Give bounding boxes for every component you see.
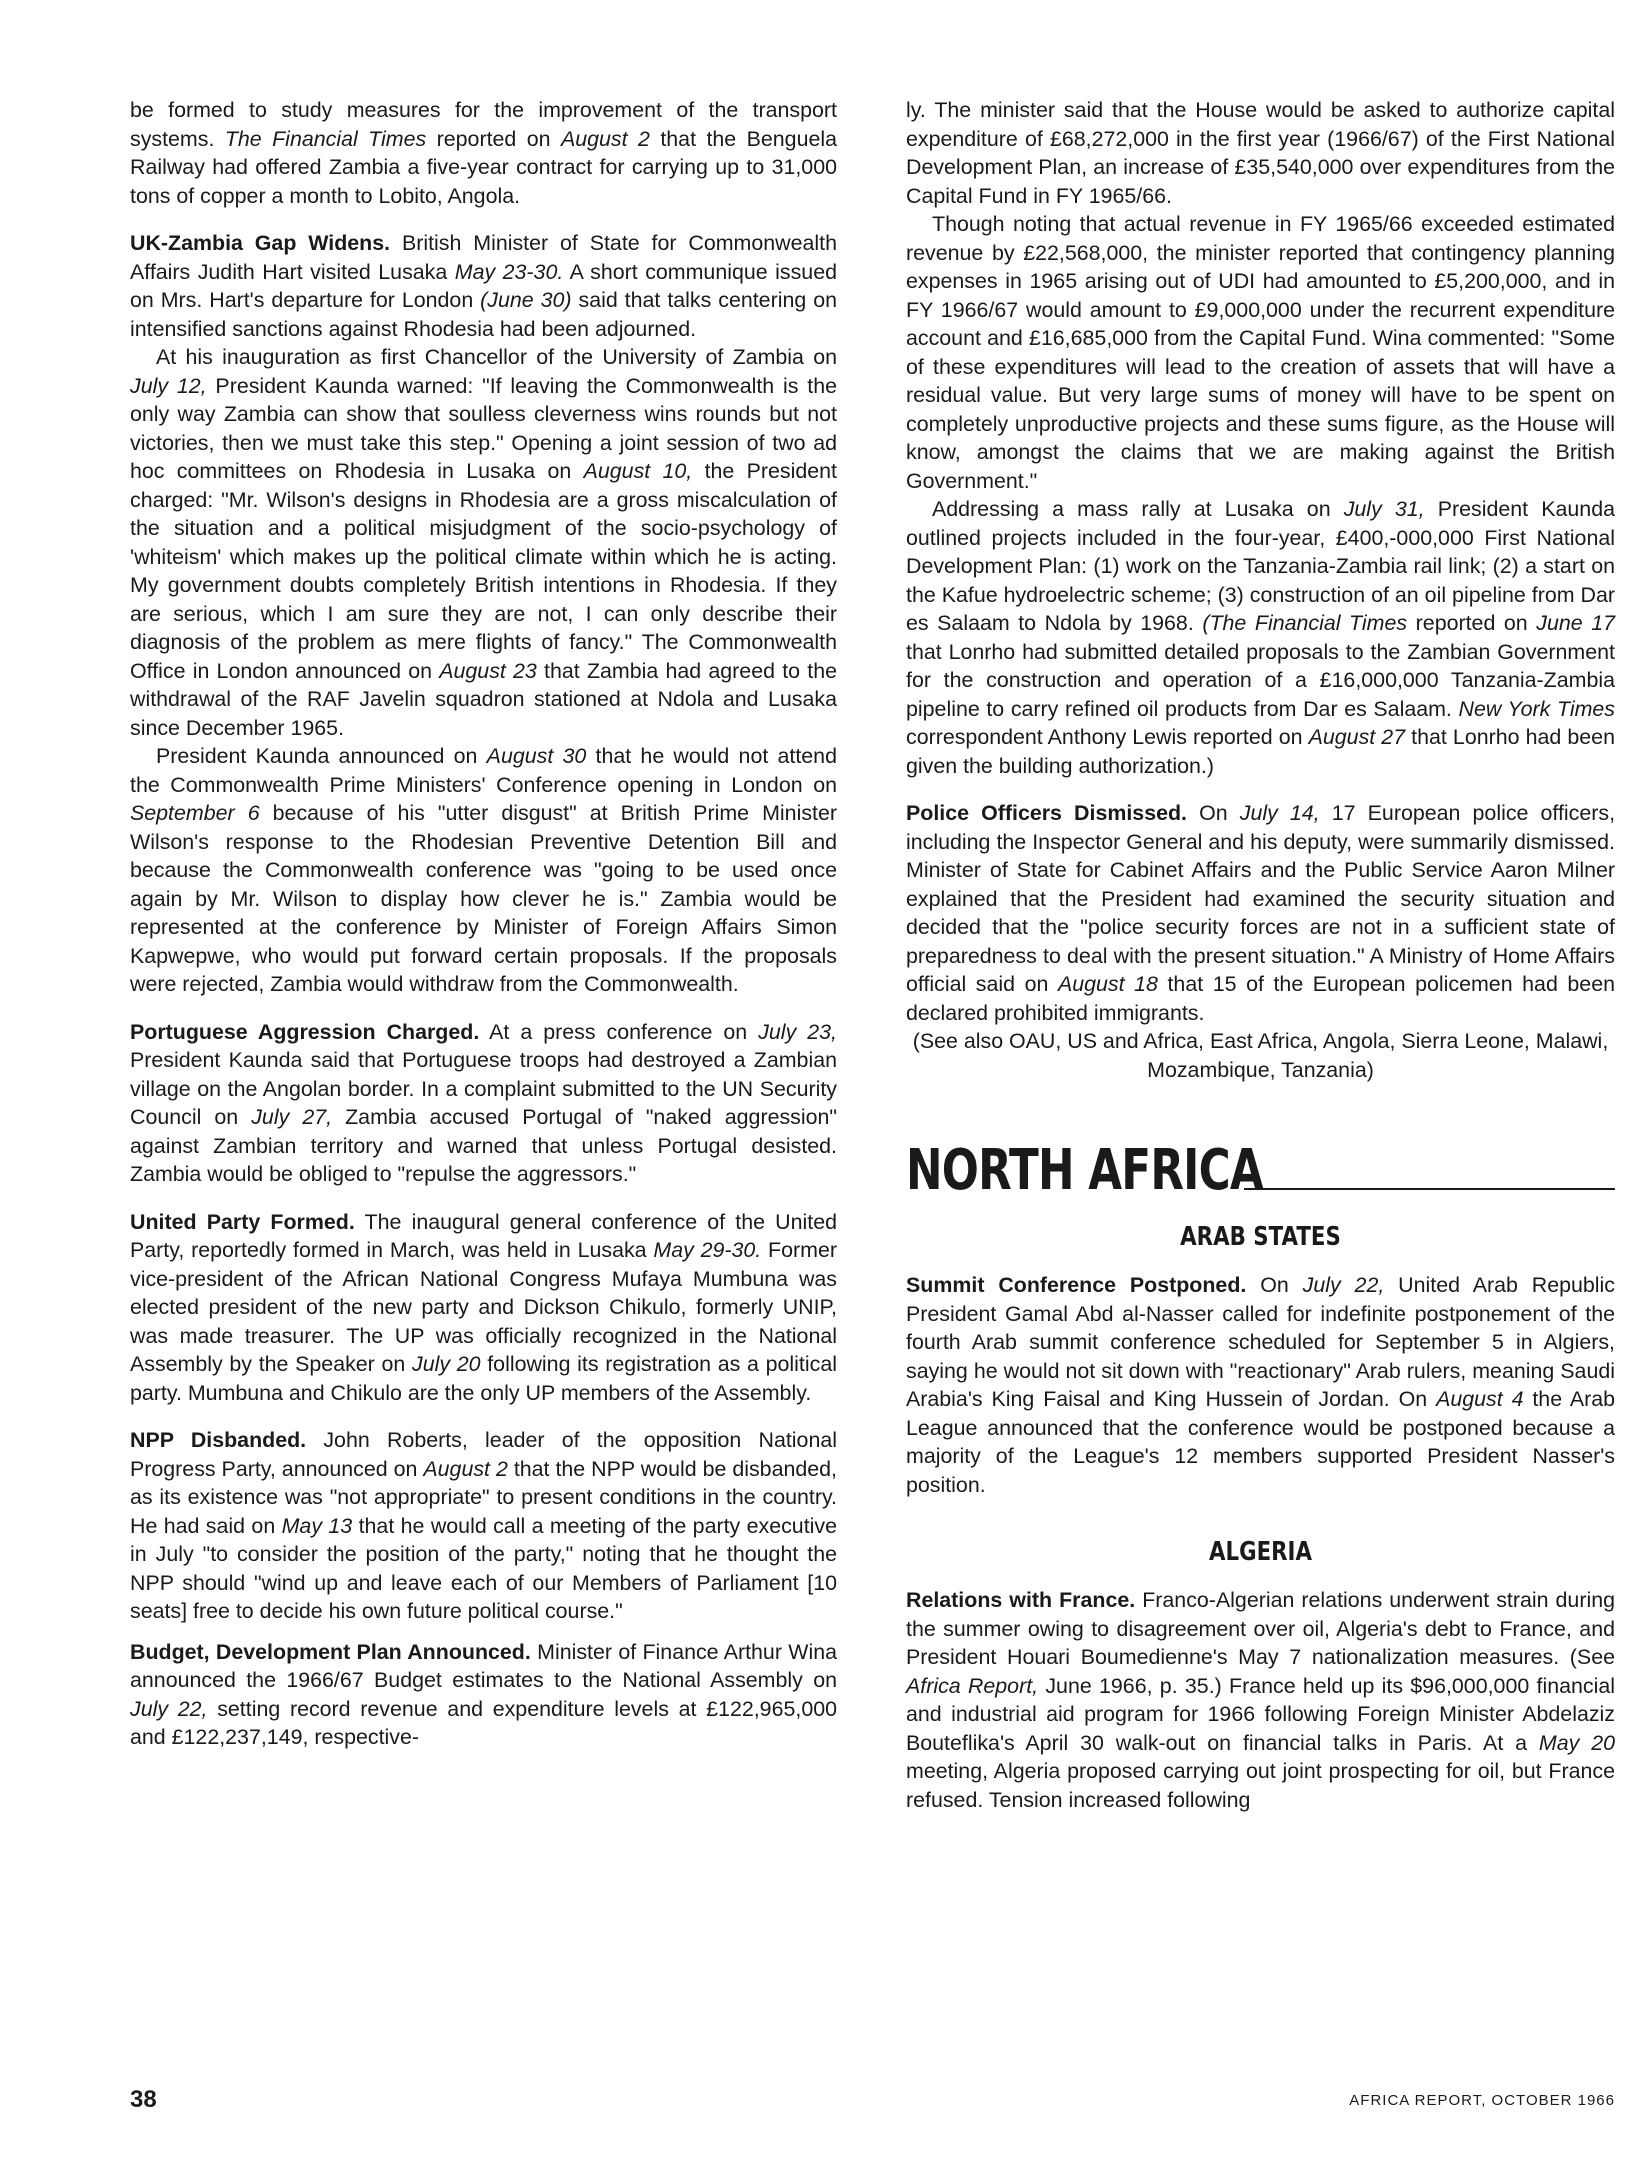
text-run: reported on <box>426 126 561 151</box>
italic-reference: May 23-30. <box>454 259 564 284</box>
text-run: June 1966, p. 35.) France held up its $96,000,000 financial and industrial aid program for 1966 following Foreign Minister Abdelaziz Bouteflika's April 30 walk-out on financial talks in Paris. At a <box>906 1673 1615 1755</box>
journal-footer: AFRICA REPORT, OCTOBER 1966 <box>1349 2092 1615 2109</box>
italic-reference: July 20 <box>412 1352 481 1376</box>
text-run: reported on <box>1407 611 1537 635</box>
see-also-note: (See also OAU, US and Africa, East Africa, Angola, Sierra Leone, Malawi, Mozambique, Tanzania) <box>912 1029 1609 1082</box>
text-run: the President charged: "Mr. Wilson's designs in Rhodesia are a gross miscalculation of the situation and a political misjudgment of the socio-psychology of 'whiteism' which makes up the political climate within which he is acting. My government doubts completely British intentions in Rhodesia. If they are serious, which I am sure they are not, I can only describe their diagnosis of the problem as mere flights of fancy." The Commonwealth Office in London announced on <box>130 459 837 683</box>
text-run: that the NPP would be disbanded, as its existence was "not appropriate" to present conditions in the country. He had said on <box>130 1456 837 1538</box>
text-run: Zambia accused Portugal of "naked aggression" against Zambian territory and warned that unless Portugal desisted. Zambia would be obliged to "repulse the aggressors." <box>130 1105 837 1186</box>
text-run: that Lonrho had submitted detailed proposals to the Zambian Government for the construction and operation of a £16,000,000 Tanzania-Zambia pipeline to carry refined oil products from Dar es Salaam. <box>906 639 1615 721</box>
paragraph-lead-in: NPP Disbanded. <box>130 1428 307 1452</box>
text-run: 17 European police officers, including the Inspector General and his deputy, were summarily dismissed. Minister of State for Cabinet Affairs and the Public Service Aaron Milner explained that the President had examined the security situation and decided that the "police security forces are not in a sufficient state of preparedness to deal with the present situation." A Ministry of Home Affairs official said on <box>906 801 1616 996</box>
text-run: said that talks centering on intensified sanctions against Rhodesia had been adjourned. <box>130 288 837 341</box>
article-paragraph <box>906 1271 1615 1499</box>
text-run: At his inauguration as first Chancellor of the University of Zambia on <box>156 345 837 369</box>
subsection-heading-algeria: ALGERIA <box>1208 1537 1312 1567</box>
text-run: President Kaunda warned: "If leaving the Commonwealth is the only way Zambia can show that soulless cleverness wins rounds but not victories, then we must take this step." Opening a joint session of two ad hoc committees on Rhodesia in Lusaka on <box>130 373 838 483</box>
article-paragraph <box>906 1586 1615 1814</box>
article-paragraph <box>130 343 837 742</box>
italic-reference: May 13 <box>281 1513 353 1538</box>
text-run: Minister of Finance Arthur Wina announced the 1966/67 Budget estimates to the National Assembly on <box>130 1639 837 1692</box>
italic-reference: August 4 <box>1436 1387 1524 1411</box>
italic-reference: New York Times <box>1458 696 1615 721</box>
article-paragraph <box>130 96 837 210</box>
section-header <box>906 1128 1615 1202</box>
text-run: Franco-Algerian relations underwent strain during the summer owing to disagreement over oil, Algeria's debt to France, and President Houari Boumedienne's May 7 nationalization measures. (See <box>906 1588 1615 1669</box>
paragraph-lead-in: Portuguese Aggression Charged. <box>130 1019 480 1044</box>
text-run: United Arab Republic President Gamal Abd al-Nasser called for indefinite postponement of the fourth Arab summit conference scheduled for September 5 in Algiers, saying he would not sit down with "reactionary" Arab rulers, meaning Saudi Arabia's King Faisal and King Hussein of Jordan. On <box>906 1273 1616 1411</box>
text-run: that the Benguela Railway had offered Zambia a five-year contract for carrying up to 31,000 tons of copper a month to Lobito, Angola. <box>130 126 838 208</box>
italic-reference: September 6 <box>130 801 260 825</box>
text-run: correspondent Anthony Lewis reported on <box>906 725 1309 749</box>
article-paragraph <box>130 229 837 343</box>
text-run: be formed to study measures for the improvement of the transport systems. <box>130 98 837 151</box>
italic-reference: August 27 <box>1308 725 1406 749</box>
paragraph-lead-in: Summit Conference Postponed. <box>906 1273 1247 1297</box>
italic-reference: August 10, <box>583 459 693 483</box>
article-paragraph <box>130 742 837 999</box>
paragraph-lead-in: Budget, Development Plan Announced. <box>130 1639 531 1664</box>
right-column <box>906 96 1615 1814</box>
article-paragraph <box>906 799 1615 1027</box>
text-run: British Minister of State for Commonwealth Affairs Judith Hart visited Lusaka <box>130 231 837 284</box>
subsection-heading-arab-states: ARAB STATES <box>1180 1222 1341 1252</box>
text-run: following its registration as a political party. Mumbuna and Chikulo are the only UP members of the Assembly. <box>130 1352 837 1405</box>
text-run: that he would call a meeting of the party executive in July "to consider the position of the party," noting that he thought the NPP should "wind up and leave each of our Members of Parliament [10 seats] free to decide his own future political course." <box>130 1513 837 1623</box>
text-run: President Kaunda said that Portuguese troops had destroyed a Zambian village on the Angolan border. In a complaint submitted to the UN Security Council on <box>130 1048 837 1129</box>
italic-reference: May 20 <box>1538 1730 1616 1755</box>
algeria-body <box>906 1586 1615 1814</box>
text-run: ly. The minister said that the House would be asked to authorize capital expenditure of £68,272,000 in the first year (1966/67) of the First National Development Plan, an increase of £35,540,000 over expenditures from the Capital Fund in FY 1965/66. <box>906 98 1615 208</box>
paragraph-lead-in: UK-Zambia Gap Widens. <box>130 231 391 255</box>
article-paragraph <box>130 1426 837 1626</box>
text-run: Though noting that actual revenue in FY 1965/66 exceeded estimated revenue by £22,568,000, the minister reported that contingency planning expenses in 1965 arising out of UDI had amounted to £5,200,000, and in FY 1966/67 would amount to £9,000,000 under the recurrent expenditure account and £16,685,000 from the Capital Fund. Wina commented: "Some of these expenditures will lead to the creation of assets that will have a residual value. But very large sums of money will have to be spent on completely unproductive projects and these sums figure, as the House will know, amongst the claims that we are making against the British Government." <box>906 212 1615 493</box>
paragraph-lead-in: Police Officers Dismissed. <box>906 801 1188 825</box>
article-paragraph <box>130 1208 837 1408</box>
text-run: On <box>1246 1273 1303 1297</box>
text-run: that 15 of the European policemen had been declared prohibited immigrants. <box>906 972 1615 1025</box>
paragraph-lead-in: United Party Formed. <box>130 1209 355 1234</box>
italic-reference: August 23 <box>439 658 537 683</box>
italic-reference: July 31, <box>1343 497 1425 521</box>
italic-reference: August 30 <box>486 744 587 768</box>
article-paragraph <box>130 1018 837 1189</box>
italic-reference: July 12, <box>130 373 207 398</box>
left-column <box>130 96 837 1752</box>
section-title: NORTH AFRICA <box>906 1138 1263 1203</box>
italic-reference: July 14, <box>1239 801 1320 825</box>
right-column-top <box>906 96 1615 1027</box>
page-number: 38 <box>130 2086 157 2113</box>
italic-reference: (The Financial Times <box>1202 611 1408 635</box>
section-rule <box>1244 1188 1615 1190</box>
text-run: President Kaunda announced on <box>156 744 487 768</box>
text-run: President Kaunda outlined projects included in the four-year, £400,-000,000 First National Development Plan: (1) work on the Tanzania-Zambia rail link; (2) a start on the Kafue hydroelectric scheme; (3) construction of an oil pipeline from Dar es Salaam to Ndola by 1968. <box>906 497 1615 635</box>
text-run: On <box>1187 801 1240 825</box>
text-run: The inaugural general conference of the United Party, reportedly formed in March, was held in Lusaka <box>130 1209 837 1262</box>
italic-reference: August 2 <box>560 126 650 151</box>
text-run: John Roberts, leader of the opposition National Progress Party, announced on <box>130 1428 838 1481</box>
italic-reference: (June 30) <box>480 288 572 312</box>
text-run: At a press conference on <box>479 1019 759 1044</box>
article-paragraph <box>906 96 1615 210</box>
text-run: Former vice-president of the African National Congress Mufaya Mumbuna was elected president of the new party and Dickson Chikulo, formerly UNIP, was made treasurer. The UP was officially recognized in the National Assembly by the Speaker on <box>130 1238 837 1376</box>
italic-reference: August 18 <box>1057 972 1158 996</box>
italic-reference: July 22, <box>130 1696 208 1721</box>
italic-reference: The Financial Times <box>224 126 427 151</box>
italic-reference: August 2 <box>423 1456 508 1481</box>
text-run: setting record revenue and expenditure levels at £122,965,000 and £122,237,149, respective- <box>130 1696 838 1749</box>
text-run: that Lonrho had been given the building authorization.) <box>906 725 1615 778</box>
text-run: A short communique issued on Mrs. Hart's departure for London <box>130 259 837 312</box>
article-paragraph <box>906 210 1615 495</box>
article-paragraph <box>130 1638 837 1752</box>
italic-reference: July 27, <box>251 1105 333 1129</box>
paragraph-lead-in: Relations with France. <box>906 1588 1136 1612</box>
text-run: meeting, Algeria proposed carrying out joint prospecting for oil, but France refused. Tension increased following <box>906 1759 1615 1812</box>
text-run: that he would not attend the Commonwealth Prime Ministers' Conference opening in London on <box>130 744 837 797</box>
text-run: because of his "utter disgust" at British Prime Minister Wilson's response to the Rhodesian Preventive Detention Bill and because the Commonwealth conference was "going to be used once again by Mr. Wilson to display how clever he is." Zambia would be represented at the conference by Minister of Foreign Affairs Simon Kapwepwe, who would put forward certain proposals. If the proposals were rejected, Zambia would withdraw from the Commonwealth. <box>130 801 837 996</box>
italic-reference: July 22, <box>1302 1273 1385 1297</box>
italic-reference: May 29-30. <box>653 1238 762 1262</box>
text-run: that Zambia had agreed to the withdrawal of the RAF Javelin squadron stationed at Ndola and Lusaka since December 1965. <box>130 658 837 740</box>
text-run: Addressing a mass rally at Lusaka on <box>932 497 1344 521</box>
italic-reference: July 23, <box>758 1019 838 1044</box>
text-run: the Arab League announced that the conference would be postponed because a majority of the League's 12 members supported President Nasser's position. <box>906 1387 1616 1497</box>
article-paragraph <box>906 495 1615 780</box>
italic-reference: June 17 <box>1536 611 1616 635</box>
italic-reference: Africa Report, <box>906 1673 1039 1698</box>
arab-states-body <box>906 1271 1615 1499</box>
